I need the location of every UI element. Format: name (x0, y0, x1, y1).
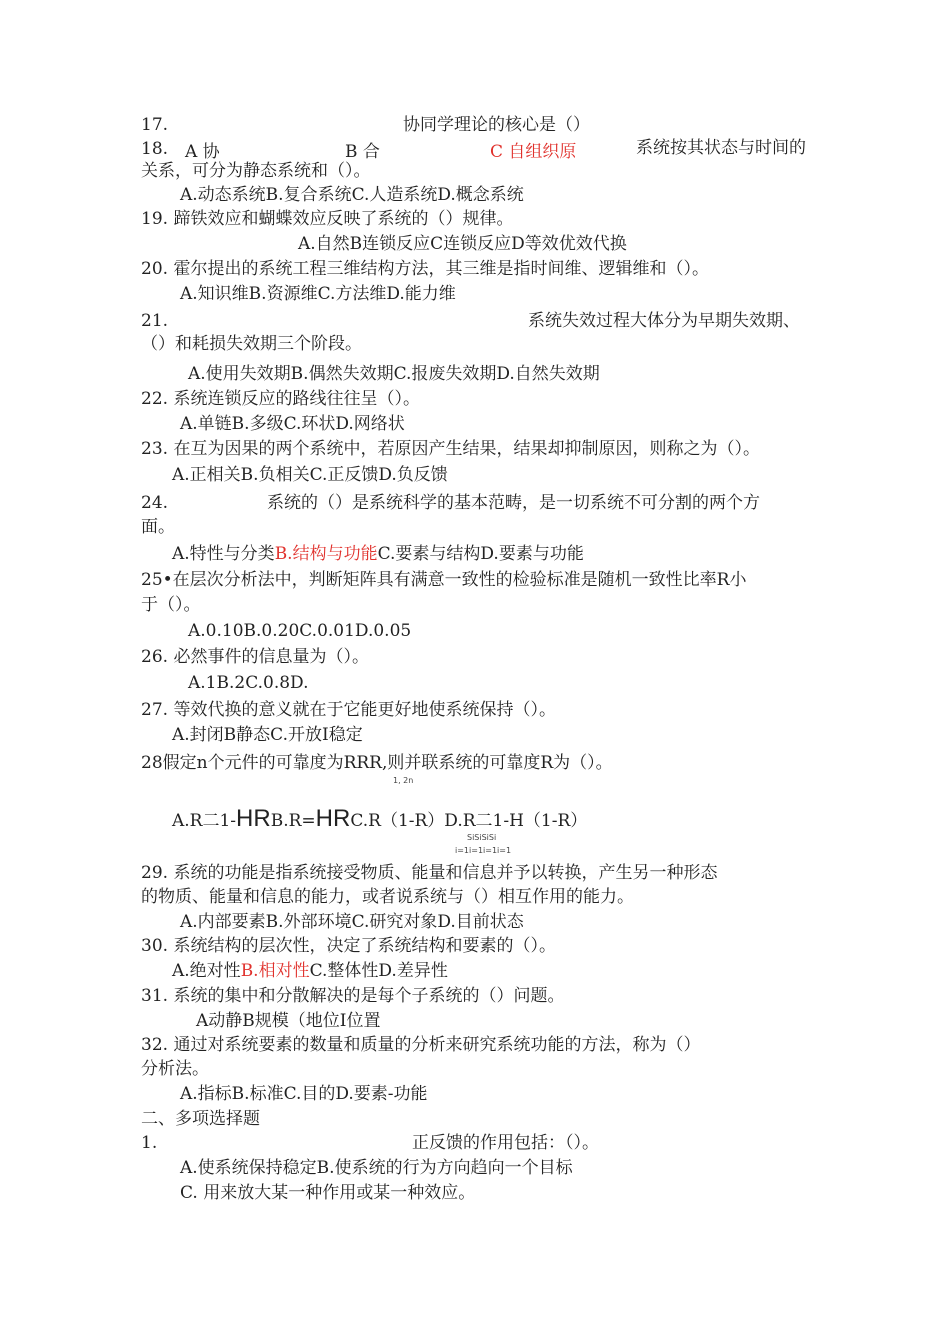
q24-text: 系统的（）是系统科学的基本范畴，是一切系统不可分割的两个方 (267, 493, 760, 513)
q17-text: 协同学理论的核心是（） (403, 115, 590, 135)
q21-number: 21. (141, 311, 169, 331)
q32-continuation: 分析法。 (141, 1059, 209, 1079)
m1-text: 正反馈的作用包括：（）。 (412, 1133, 599, 1153)
q25-continuation: 于（）。 (141, 595, 201, 615)
q18-options: A.动态系统B.复合系统C.人造系统D.概念系统 (180, 185, 524, 205)
q29-continuation: 的物质、能量和信息的能力，或者说系统与（）相互作用的能力。 (141, 887, 634, 907)
q26-options: A.1B.2C.0.8D. (188, 673, 309, 693)
q28-text: 28假定n个元件的可靠度为RRR,则并联系统的可靠度R为（）。 (141, 753, 613, 773)
q19-text: 19. 蹄铁效应和蝴蝶效应反映了系统的（）规律。 (141, 209, 514, 229)
q28-subscript: 1, 2n (393, 776, 414, 785)
m1-options-ab: A.使系统保持稳定B.使系统的行为方向趋向一个目标 (180, 1158, 573, 1178)
q18-option-fragment-b: B 合 (345, 142, 380, 162)
q19-options: A.自然B连锁反应C连锁反应D等效优效代换 (298, 234, 627, 254)
q28-options (172, 805, 587, 835)
q30-option-cd: C.整体性D.差异性 (309, 961, 448, 981)
section-heading: 二、多项选择题 (141, 1109, 260, 1129)
q30-option-a: A.绝对性 (172, 961, 241, 981)
q28-option-a-part1: A.R二1- (172, 811, 237, 831)
q23-text: 23. 在互为因果的两个系统中，若原因产生结果，结果却抑制原因，则称之为（）。 (141, 439, 760, 459)
q28-option-a-part2: HR (236, 805, 271, 832)
q18-continuation: 关系，可分为静态系统和（）。 (141, 161, 371, 181)
q24-continuation: 面。 (141, 517, 175, 537)
q27-text: 27. 等效代换的意义就在于它能更好地使系统保持（）。 (141, 700, 556, 720)
q30-text: 30. 系统结构的层次性，决定了系统结构和要素的（）。 (141, 936, 556, 956)
q18-option-fragment-c: C 自组织原 (490, 142, 577, 162)
q18-option-fragment-a: A 协 (185, 142, 220, 162)
q18-text: 系统按其状态与时间的 (636, 138, 806, 158)
q29-options: A.内部要素B.外部环境C.研究对象D.目前状态 (180, 912, 524, 932)
q18-number: 18. (141, 139, 169, 159)
q21-options: A.使用失效期B.偶然失效期C.报废失效期D.自然失效期 (188, 364, 600, 384)
q26-text: 26. 必然事件的信息量为（）。 (141, 647, 369, 667)
q22-options: A.单链B.多级C.环状D.网络状 (180, 414, 405, 434)
q28-option-b-part2: HR (315, 805, 351, 832)
q24-number: 24. (141, 493, 169, 513)
q28-formula-subscript-top: SiSiSiSi (467, 833, 497, 842)
q21-text: 系统失效过程大体分为早期失效期、 (528, 311, 800, 331)
q30-option-b-highlighted: B.相对性 (240, 961, 310, 981)
m1-number: 1. (141, 1133, 158, 1153)
q20-text: 20. 霍尔提出的系统工程三维结构方法，其三维是指时间维、逻辑维和（）。 (141, 259, 709, 279)
q28-option-cd: C.R（1-R）D.R二1-H（1-R） (350, 811, 588, 831)
q25-text: 25•在层次分析法中，判断矩阵具有满意一致性的检验标准是随机一致性比率R小 (141, 570, 747, 590)
q28-option-b-part1: B.R= (270, 811, 316, 831)
m1-option-c: C. 用来放大某一种作用或某一种效应。 (180, 1183, 476, 1203)
q31-options: A动静B规模（地位I位置 (196, 1011, 381, 1031)
q27-options: A.封闭B静态C.开放I稳定 (172, 725, 363, 745)
q32-options: A.指标B.标准C.目的D.要素-功能 (180, 1084, 428, 1104)
q25-options: A.0.10B.0.20C.0.01D.0.05 (188, 621, 412, 641)
q20-options: A.知识维B.资源维C.方法维D.能力维 (180, 284, 456, 304)
q22-text: 22. 系统连锁反应的路线往往呈（）。 (141, 389, 420, 409)
q24-options (172, 543, 584, 565)
q24-option-cd: C.要素与结构D.要素与功能 (377, 544, 584, 564)
q31-text: 31. 系统的集中和分散解决的是每个子系统的（）问题。 (141, 986, 565, 1006)
q17-number: 17. (141, 115, 169, 135)
q30-options (172, 960, 448, 982)
q23-options: A.正相关B.负相关C.正反馈D.负反馈 (172, 465, 448, 485)
q29-text: 29. 系统的功能是指系统接受物质、能量和信息并予以转换，产生另一种形态 (141, 863, 718, 883)
q28-formula-subscript-bottom: i=1i=1i=1i=1 (455, 846, 512, 855)
q21-continuation: （）和耗损失效期三个阶段。 (141, 334, 362, 354)
q32-text: 32. 通过对系统要素的数量和质量的分析来研究系统功能的方法，称为（） (141, 1035, 701, 1055)
q24-option-a: A.特性与分类 (172, 544, 275, 564)
q24-option-b-highlighted: B.结构与功能 (274, 544, 378, 564)
